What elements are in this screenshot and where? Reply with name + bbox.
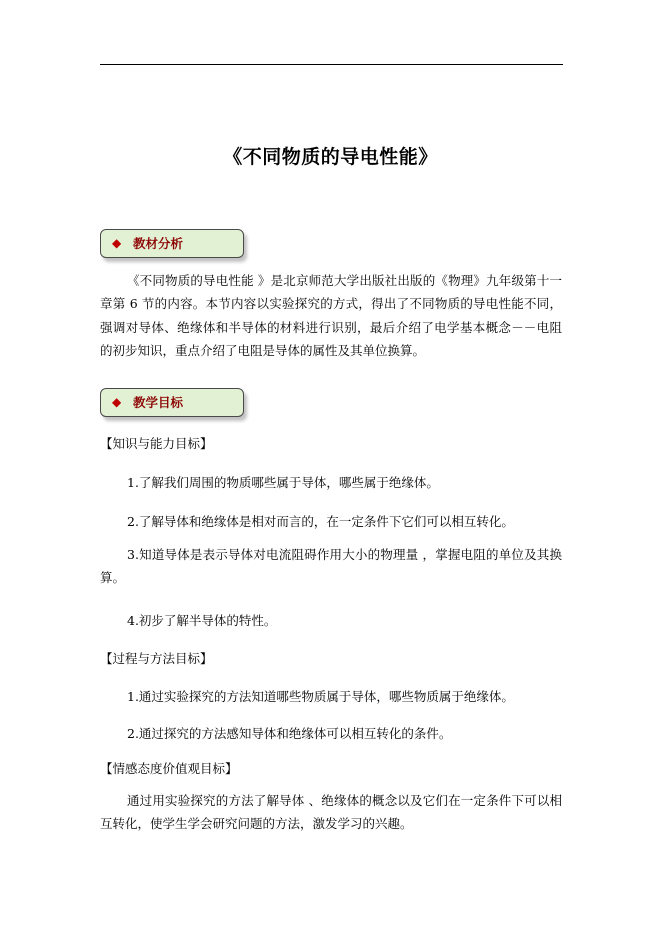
emotion-goals-heading: 【情感态度价值观目标】 [100,761,238,776]
analysis-paragraph: 《不同物质的导电性能 》是北京师范大学出版社出版的《物理》九年级第十一章第 6 节的内容。本节内容以实验探究的方式，得出了不同物质的导电性能不同，强调对导体、绝缘体和半导体的材料进行识别，最后介绍了电学基本概念－－电阻的初步知识，重点介绍了电阻是导体的属性及其单位换算。 [100,273,562,358]
diamond-bullet-icon: ◆ [112,395,122,409]
header-rule [100,64,563,65]
list-item: 1.了解我们周围的物质哪些属于导体，哪些属于绝缘体。 [127,475,439,490]
list-item: 2.了解导体和绝缘体是相对而言的，在一定条件下它们可以相互转化。 [127,514,514,529]
section-heading-label: 教学目标 [133,395,184,410]
process-goals-heading: 【过程与方法目标】 [100,651,213,666]
section-heading-analysis [100,229,244,258]
section-heading-goals [100,388,244,417]
document-title: 《不同物质的导电性能》 [223,146,438,168]
list-item: 1.通过实验探究的方法知道哪些物质属于导体，哪些物质属于绝缘体。 [127,689,514,704]
list-item: 3.知道导体是表示导体对电流阻碍作用大小的物理量 ，掌握电阻的单位及其换算。 [100,547,562,585]
list-item: 2.通过探究的方法感知导体和绝缘体可以相互转化的条件。 [127,726,452,741]
diamond-bullet-icon: ◆ [112,236,122,250]
list-item: 4.初步了解半导体的特性。 [127,613,277,628]
section-heading-label: 教材分析 [133,236,184,251]
emotion-goals-paragraph: 通过用实验探究的方法了解导体 、绝缘体的概念以及它们在一定条件下可以相互转化，使学生学会研究问题的方法，激发学习的兴趣。 [100,793,562,832]
knowledge-goals-heading: 【知识与能力目标】 [100,436,213,451]
